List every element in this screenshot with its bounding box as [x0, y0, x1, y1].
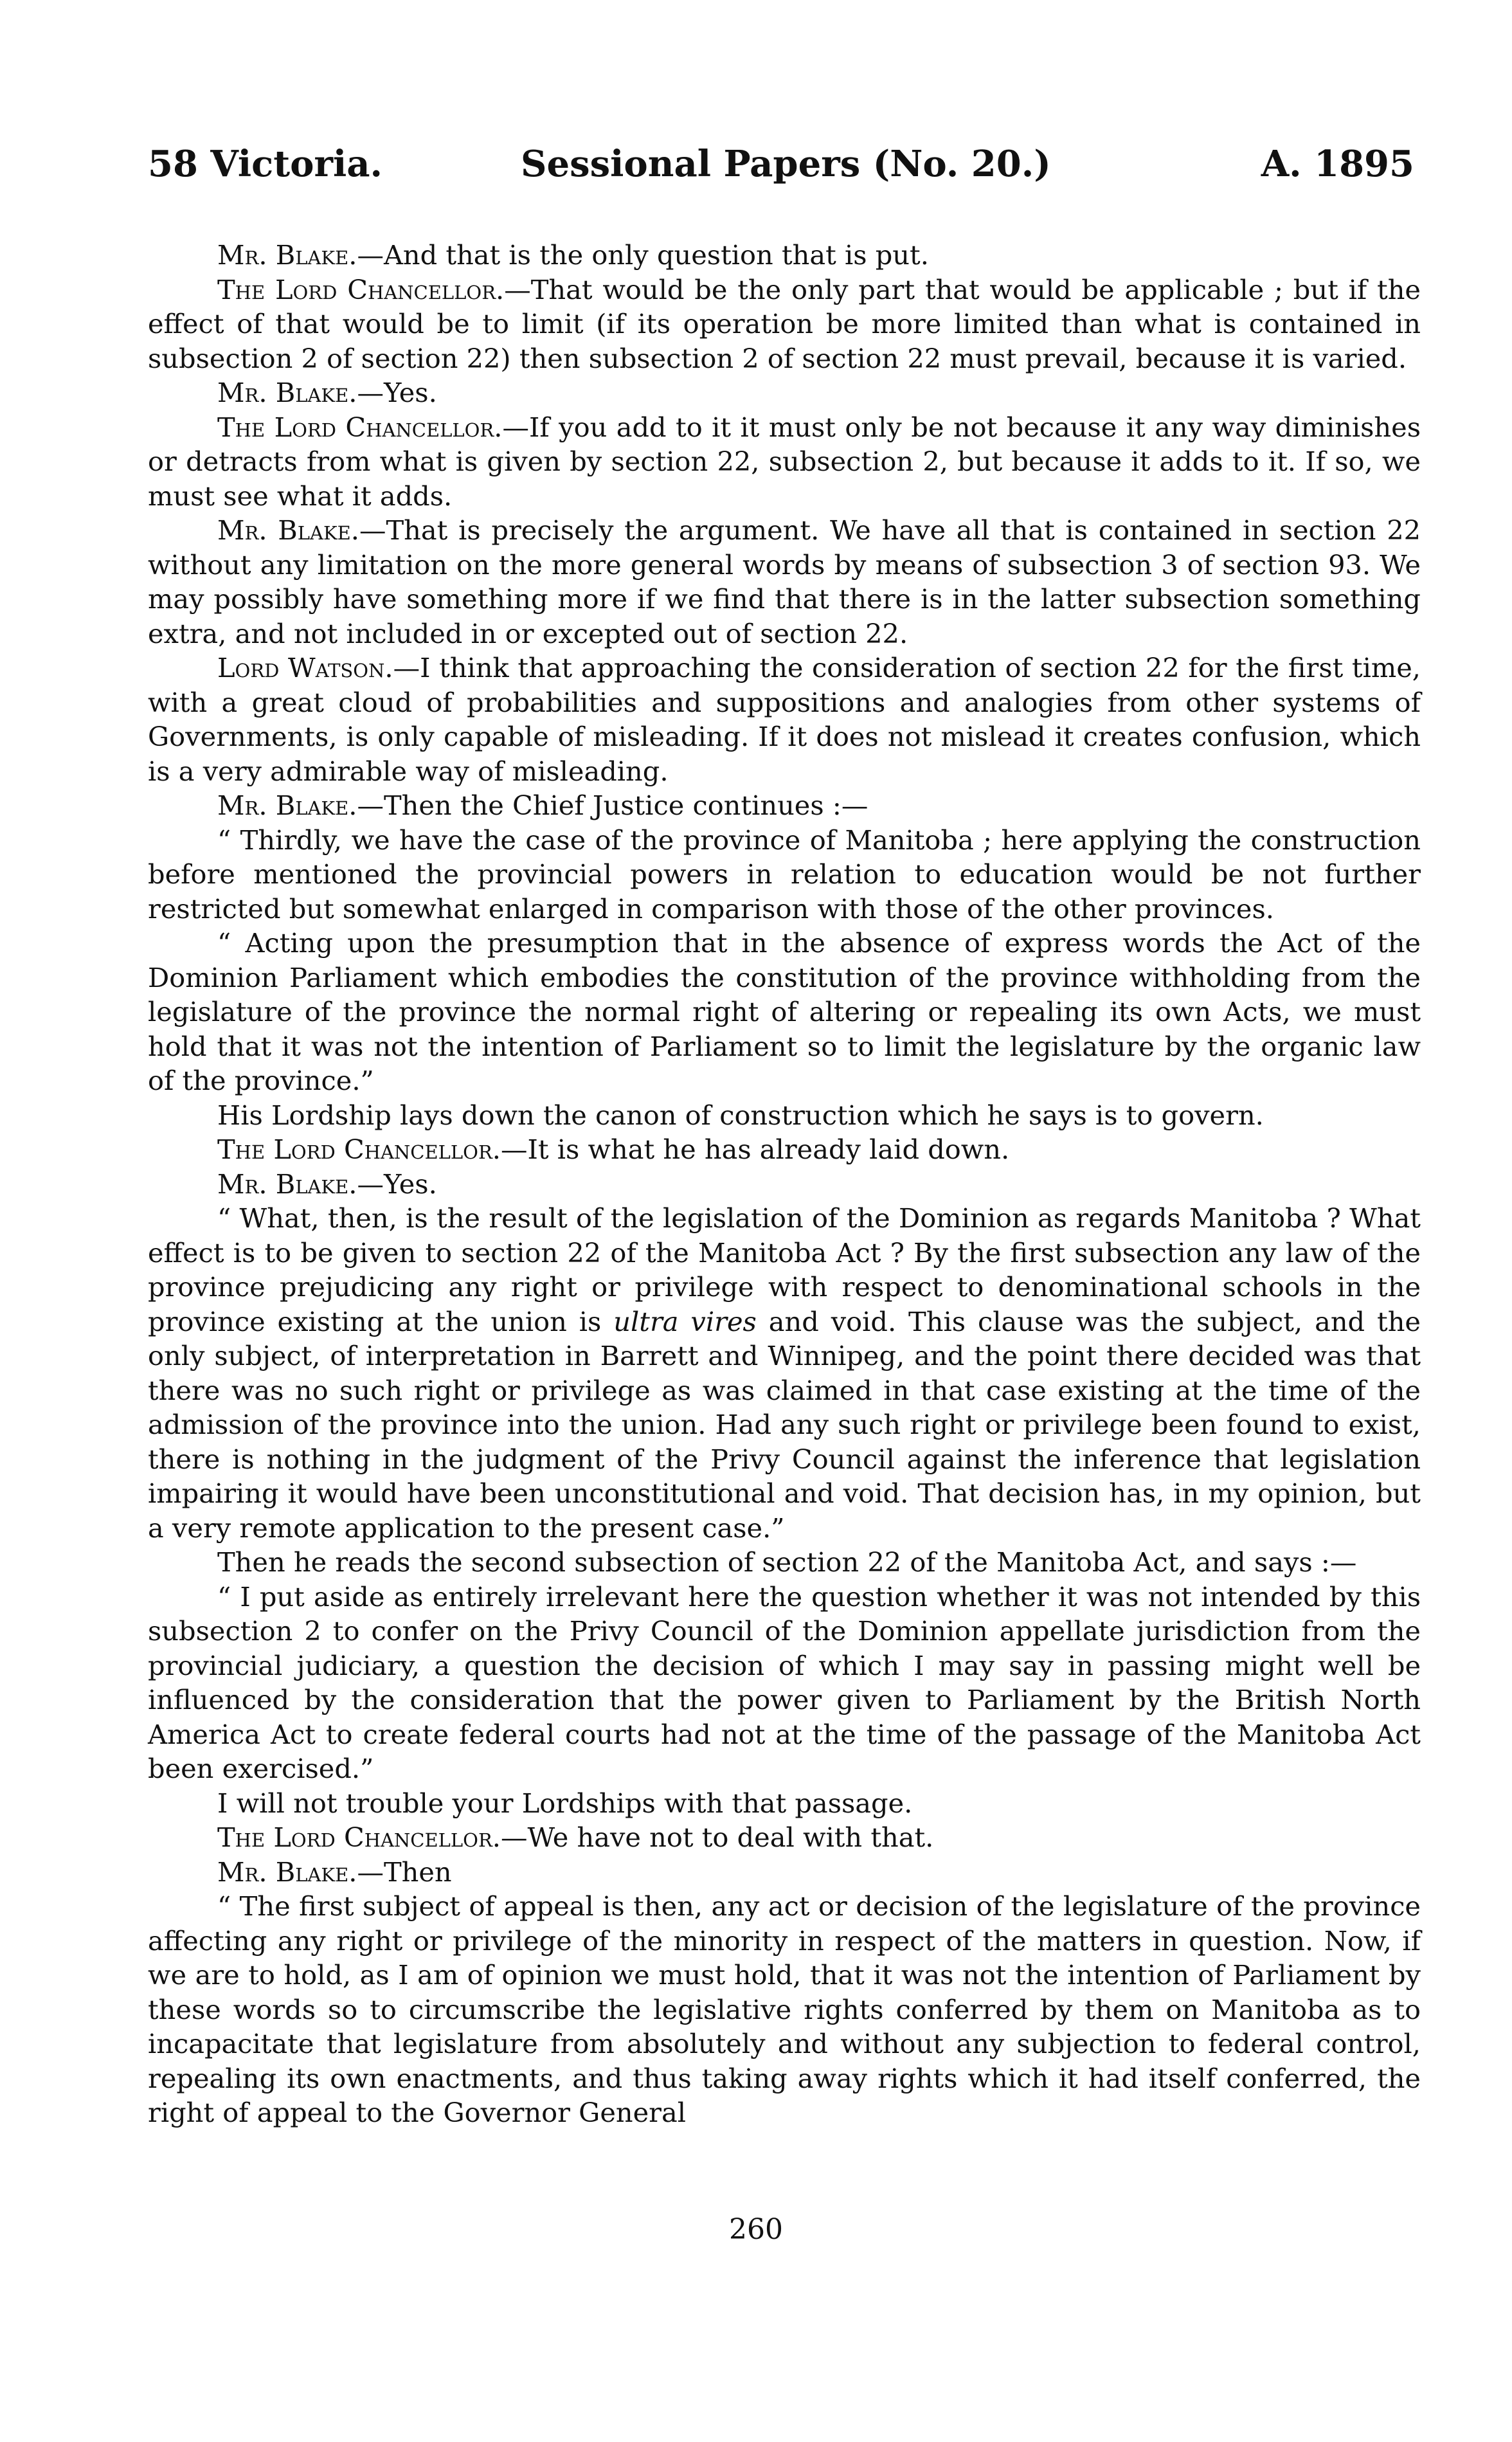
- paragraph: [148, 410, 1421, 514]
- speaker-name: Mr. Blake.: [217, 790, 357, 821]
- speaker-name: Mr. Blake.: [217, 377, 357, 408]
- paragraph: [148, 1098, 1421, 1133]
- paragraph-text: —We have not to deal with that.: [500, 1822, 934, 1853]
- paragraph-text: —Yes.: [357, 377, 437, 408]
- paragraph: [148, 788, 1421, 823]
- paragraph: [148, 1132, 1421, 1167]
- document-body: [148, 238, 1421, 2130]
- speaker-name: Lord Watson.: [217, 652, 393, 683]
- paragraph: [148, 273, 1421, 376]
- paragraph-text: “ Thirdly, we have the case of the province of Manitoba ; here applying the construction before mentioned the provincial powers in relation to education would be not further restricted but somewhat enlarged in comparison with those of the other provinces.: [148, 824, 1421, 925]
- quoted-paragraph: [148, 1889, 1421, 2130]
- paragraph-text: —That is precisely the argument. We have all that is contained in section 22 without any limitation on the more general words by means of subsection 3 of section 93. We may possibly have something more if we find that there is in the latter subsection something extra, and not included in or excepted out of section 22.: [148, 514, 1421, 649]
- quoted-paragraph: [148, 1580, 1421, 1786]
- quoted-paragraph: [148, 1201, 1421, 1545]
- paragraph-text-continued: and void. This clause was the subject, and the only subject, of interpretation in Barrett and Winnipeg, and the point there decided was that there was no such right or privilege as was claimed in that case existing at the time of the admission of the province into the union. Had any such right or privilege been found to exist, there is nothing in the judgment of the Privy Council against the inference that legislation impairing it would have been unconstitutional and void. That decision has, in my opinion, but a very remote application to the present case.”: [148, 1305, 1421, 1544]
- speaker-name: Mr. Blake.: [217, 1168, 357, 1200]
- header-title: Sessional Papers (No. 20.): [521, 143, 1051, 185]
- speaker-name: The Lord Chancellor.: [217, 273, 505, 305]
- quoted-paragraph: [148, 926, 1421, 1098]
- paragraph-text: “ The first subject of appeal is then, any act or decision of the legislature of the province affecting any right or privilege of the minority in respect of the matters in question. Now, if we are to hold, as I am of opinion we must hold, that it was not the intention of Parliament by these words so to circumscribe the legislative rights conferred by them on Manitoba as to incapacitate that legislature from absolutely and without any subjection to federal control, repealing its own enactments, and thus taking away rights which it had itself conferred, the right of appeal to the Governor General: [148, 1890, 1421, 2128]
- paragraph-text: —Yes.: [357, 1168, 437, 1200]
- paragraph-text: “ What, then, is the result of the legislation of the Dominion as regards Manitoba ? What effect is to be given to section 22 of the Manitoba Act ? By the first subsection any law of the province prejudicing any right or privilege with respect to denominational schools in the province existing at the union is: [148, 1202, 1421, 1337]
- paragraph-text: Then he reads the second subsection of section 22 of the Manitoba Act, and says :—: [217, 1546, 1357, 1578]
- paragraph-text: His Lordship lays down the canon of construction which he says is to govern.: [217, 1099, 1264, 1131]
- header-regnal-year: 58 Victoria.: [148, 143, 383, 185]
- paragraph-text: “ I put aside as entirely irrelevant here the question whether it was not intended by this subsection 2 to confer on the Privy Council of the Dominion appellate jurisdiction from the provincial judiciary, a question the decision of which I may say in passing might well be influenced by the consideration that the power given to Parliament by the British North America Act to create federal courts had not at the time of the passage of the Manitoba Act been exercised.”: [148, 1580, 1421, 1784]
- page-number: 260: [729, 2213, 783, 2246]
- quoted-paragraph: [148, 823, 1421, 927]
- paragraph-text: —Then the Chief Justice continues :—: [357, 790, 869, 821]
- paragraph-text: —It is what he has already laid down.: [500, 1134, 1010, 1165]
- paragraph: [148, 238, 1421, 273]
- speaker-name: The Lord Chancellor.: [217, 411, 503, 443]
- paragraph-text: —That would be the only part that would be applicable ; but if the effect of that would be to limit (if its operation be more limited than what is contained in subsection 2 of section 22) then subsection 2 of section 22 must prevail, because it is varied.: [148, 273, 1421, 374]
- paragraph-text: —Then: [357, 1856, 452, 1888]
- paragraph: [148, 513, 1421, 651]
- paragraph: [148, 1545, 1421, 1580]
- paragraph: [148, 651, 1421, 788]
- running-header: [148, 138, 1414, 190]
- speaker-name: Mr. Blake.: [217, 1856, 357, 1888]
- speaker-name: The Lord Chancellor.: [217, 1134, 501, 1165]
- paragraph-text: “ Acting upon the presumption that in the absence of express words the Act of the Dominion Parliament which embodies the constitution of the province withholding from the legislature of the province the normal right of altering or repealing its own Acts, we must hold that it was not the intention of Parliament so to limit the legislature by the organic law of the province.”: [148, 927, 1421, 1096]
- paragraph-text: I will not trouble your Lordships with that passage.: [217, 1787, 913, 1819]
- speaker-name: Mr. Blake.: [217, 514, 359, 546]
- paragraph-text: —If you add to it it must only be not because it any way diminishes or detracts from what is given by section 22, subsection 2, but because it adds to it. If so, we must see what it adds.: [148, 411, 1421, 512]
- paragraph: [148, 1167, 1421, 1202]
- paragraph-text: —And that is the only question that is put.: [357, 239, 929, 271]
- italic-phrase: ultra vires: [613, 1305, 757, 1337]
- paragraph-text: —I think that approaching the consideration of section 22 for the first time, with a great cloud of probabilities and suppositions and analogies from other systems of Governments, is only capable of misleading. If it does not mislead it creates confusion, which is a very admirable way of misleading.: [148, 652, 1421, 787]
- speaker-name: Mr. Blake.: [217, 239, 357, 271]
- header-year: A. 1895: [1261, 143, 1414, 185]
- paragraph: [148, 1855, 1421, 1890]
- paragraph: [148, 1786, 1421, 1821]
- paragraph: [148, 375, 1421, 410]
- paragraph: [148, 1820, 1421, 1855]
- speaker-name: The Lord Chancellor.: [217, 1822, 501, 1853]
